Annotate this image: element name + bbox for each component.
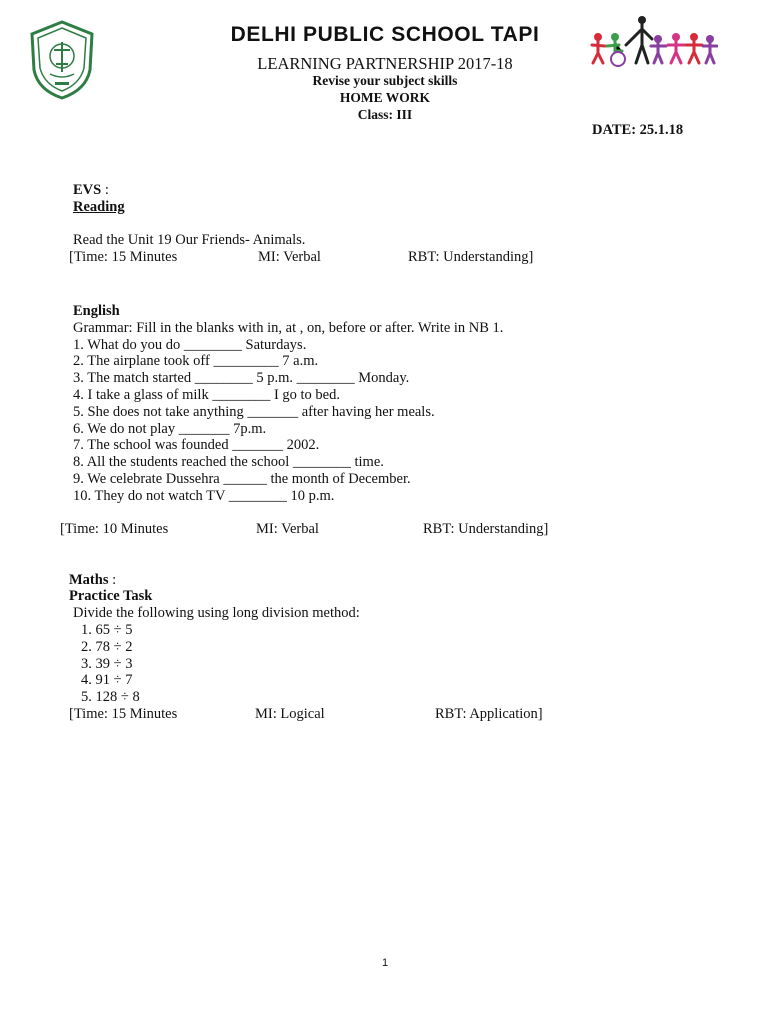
list-item: 4. 91 ÷ 7 <box>81 672 133 688</box>
evs-rbt: RBT: Understanding] <box>408 249 534 265</box>
date-label: DATE: 25.1.18 <box>592 122 684 138</box>
maths-mi: MI: Logical <box>255 706 325 722</box>
school-name: DELHI PUBLIC SCHOOL TAPI <box>230 23 540 46</box>
list-item: 4. I take a glass of milk ________ I go to bed. <box>73 387 340 403</box>
class-label: Class: III <box>357 107 413 122</box>
maths-subject: Maths <box>69 572 109 588</box>
list-item: 3. 39 ÷ 3 <box>81 656 133 672</box>
evs-subject-line <box>73 182 109 199</box>
english-rbt: RBT: Understanding] <box>423 521 549 537</box>
list-item: 3. The match started ________ 5 p.m. ________ Monday. <box>73 370 410 386</box>
list-item: 10. They do not watch TV ________ 10 p.m. <box>73 488 335 504</box>
maths-instruction: Divide the following using long division method: <box>73 605 360 621</box>
list-item: 2. The airplane took off _________ 7 a.m. <box>73 353 319 369</box>
maths-time: [Time: 15 Minutes <box>69 706 178 722</box>
evs-mi: MI: Verbal <box>258 249 321 265</box>
page-number: 1 <box>381 957 389 969</box>
english-instruction: Grammar: Fill in the blanks with in, at , on, before or after. Write in NB 1. <box>73 320 504 336</box>
maths-subject-line <box>69 572 116 589</box>
list-item: 5. 128 ÷ 8 <box>81 689 140 705</box>
list-item: 1. 65 ÷ 5 <box>81 622 133 638</box>
maths-rbt: RBT: Application] <box>435 706 543 722</box>
evs-instruction: Read the Unit 19 Our Friends- Animals. <box>73 232 306 248</box>
evs-time: [Time: 15 Minutes <box>69 249 178 265</box>
list-item: 8. All the students reached the school ________ time. <box>73 454 384 470</box>
list-item: 2. 78 ÷ 2 <box>81 639 133 655</box>
english-mi: MI: Verbal <box>256 521 319 537</box>
list-item: 7. The school was founded _______ 2002. <box>73 437 320 453</box>
list-item: 9. We celebrate Dussehra ______ the month of December. <box>73 471 411 487</box>
evs-subject: EVS <box>73 182 102 198</box>
evs-heading: Reading <box>73 199 125 215</box>
maths-colon: : <box>108 572 117 588</box>
list-item: 5. She does not take anything _______ after having her meals. <box>73 404 435 420</box>
english-time: [Time: 10 Minutes <box>60 521 169 537</box>
tagline: Revise your subject skills <box>312 73 458 88</box>
doc-type: HOME WORK <box>339 90 431 105</box>
evs-colon: : <box>101 182 109 198</box>
list-item: 6. We do not play _______ 7p.m. <box>73 421 267 437</box>
maths-heading: Practice Task <box>69 588 153 604</box>
list-item: 1. What do you do ________ Saturdays. <box>73 337 307 353</box>
program-title: LEARNING PARTNERSHIP 2017-18 <box>257 54 513 73</box>
english-subject: English <box>73 303 120 319</box>
